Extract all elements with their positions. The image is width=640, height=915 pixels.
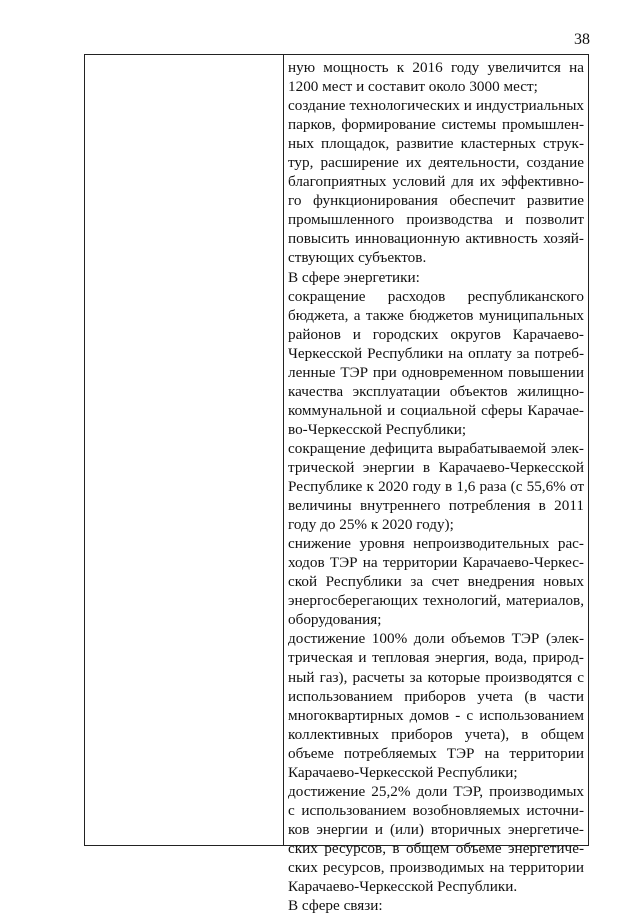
text-line: В сфере энергетики:: [288, 268, 420, 286]
table-left-cell: [85, 55, 283, 845]
text-line: 1200 мест и составит около 3000 мест;: [288, 78, 538, 96]
text-line: объеме потребляемых ТЭР на территории: [288, 744, 584, 762]
text-line: достижение 100% доли объемов ТЭР (элек-: [288, 630, 584, 648]
text-line: энергосберегающих технологий, материалов,: [288, 592, 584, 610]
text-line: Черкесской Республики на оплату за потреб-: [288, 344, 584, 362]
text-line: парков, формирование системы промышлен-: [288, 116, 584, 134]
document-table: [84, 54, 589, 915]
text-line: трическая и тепловая энергия, вода, природ-: [288, 649, 584, 667]
text-line: промышленного производства и позволит: [288, 211, 584, 229]
text-line: ных площадок, развитие кластерных струк-: [288, 135, 584, 153]
text-line: создание технологических и индустриальных: [288, 97, 584, 115]
text-line: коммунальной и социальной сферы Карачае-: [288, 401, 584, 419]
text-line: снижение уровня непроизводительных рас-: [288, 535, 584, 553]
text-line: В сфере связи:: [288, 897, 383, 915]
text-line: Карачаево-Черкесской Республики.: [288, 878, 518, 896]
text-line: ходов ТЭР на территории Карачаево-Черкес-: [288, 554, 584, 572]
text-line: районов и городских округов Карачаево-: [288, 325, 584, 343]
text-line: с использованием возобновляемых источни-: [288, 801, 584, 819]
text-line: во-Черкесской Республики;: [288, 420, 467, 438]
text-line: ских ресурсов, производимых на территории: [288, 858, 584, 876]
text-line: ской Республики за счет внедрения новых: [288, 573, 584, 591]
text-line: Карачаево-Черкесской Республики;: [288, 763, 518, 781]
text-line: использованием приборов учета (в части: [288, 687, 584, 705]
text-line: оборудования;: [288, 611, 382, 629]
text-line: ную мощность к 2016 году увеличится на: [288, 59, 584, 76]
text-line: Республике к 2020 году в 1,6 раза (с 55,6% от: [288, 478, 584, 496]
text-line: трической энергии в Карачаево-Черкесской: [288, 458, 584, 476]
text-line: достижение 25,2% доли ТЭР, производимых: [288, 782, 584, 800]
table-right-cell: [288, 58, 584, 915]
text-line: ков энергии и (или) вторичных энергетиче-: [288, 820, 584, 838]
text-line: ских ресурсов, в общем объеме энергетиче-: [288, 839, 584, 857]
text-line: качества эксплуатации объектов жилищно-: [288, 382, 584, 400]
text-line: сокращение расходов республиканского: [288, 287, 584, 305]
column-divider: [283, 55, 284, 845]
text-line: величины внутреннего потребления в 2011: [288, 497, 584, 515]
text-line: бюджета, а также бюджетов муниципальных: [288, 306, 584, 324]
text-line: сокращение дефицита вырабатываемой элек-: [288, 439, 584, 457]
text-line: ствующих субъектов.: [288, 249, 427, 267]
page-number: 38: [574, 31, 590, 48]
text-line: многоквартирных домов - с использованием: [288, 706, 584, 724]
text-line: благоприятных условий для их эффективно-: [288, 173, 584, 191]
text-line: тур, расширение их деятельности, создание: [288, 154, 584, 172]
text-line: году до 25% к 2020 году);: [288, 516, 454, 534]
text-line: ленные ТЭР при одновременном повышении: [288, 363, 584, 381]
text-line: коллективных приборов учета), в общем: [288, 725, 584, 743]
text-line: го функционирования обеспечит развитие: [288, 192, 584, 210]
text-line: ный газ), расчеты за которые производятся с: [288, 668, 584, 686]
text-line: повысить инновационную активность хозяй-: [288, 230, 584, 248]
